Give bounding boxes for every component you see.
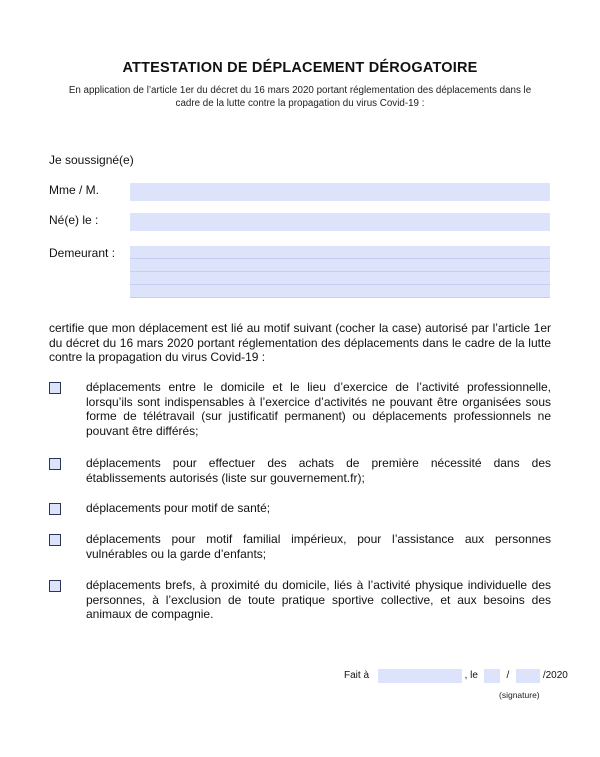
le-label: , le — [464, 670, 478, 681]
option-professional-text: déplacements entre le domicile et le lieu d’exercice de l’activité professionnelle, lorsqu’ils sont indispensables à l’exercice d’activités ne pouvant être organisées sous forme de télétravail (sur justificatif permanent) ou déplacements professionnels ne pouvant être différés; — [86, 380, 551, 438]
name-field[interactable] — [130, 183, 550, 201]
date-separator: / — [506, 670, 510, 681]
checkbox-purchases[interactable] — [49, 458, 61, 470]
document-subtitle: En application de l’article 1er du décret du 16 mars 2020 portant réglementation des déplacements dans le cadre de la lutte contre la propagation du virus Covid-19 : — [68, 85, 532, 109]
undersigned-label: Je soussigné(e) — [49, 153, 134, 167]
year-suffix: /2020 — [542, 670, 568, 681]
birth-date-field[interactable] — [130, 213, 550, 231]
address-field[interactable] — [130, 246, 550, 298]
signature-label: (signature) — [499, 690, 540, 700]
checkbox-health[interactable] — [49, 503, 61, 515]
checkbox-physical-activity[interactable] — [49, 580, 61, 592]
address-label: Demeurant : — [49, 246, 116, 260]
option-physical-activity-text: déplacements brefs, à proximité du domicile, liés à l’activité physique individuelle des personnes, à l’exclusion de toute pratique sportive collective, et aux besoins des animaux de compagnie. — [86, 578, 551, 621]
place-field[interactable] — [378, 669, 462, 683]
name-label: Mme / M. — [49, 183, 99, 197]
day-field[interactable] — [484, 669, 500, 683]
option-health-text: déplacements pour motif de santé; — [86, 501, 271, 515]
checkbox-professional[interactable] — [49, 382, 61, 394]
document-title: ATTESTATION DE DÉPLACEMENT DÉROGATOIRE — [122, 60, 478, 76]
place-date-line — [344, 669, 568, 683]
month-field[interactable] — [516, 669, 540, 683]
checkbox-family[interactable] — [49, 534, 61, 546]
option-family-text: déplacements pour motif familial impérieux, pour l’assistance aux personnes vulnérables ou la garde d’enfants; — [86, 532, 551, 561]
option-purchases-text: déplacements pour effectuer des achats de première nécessité dans des établissements autorisés (liste sur gouvernement.fr); — [86, 456, 551, 485]
fait-a-label: Fait à — [344, 670, 370, 681]
certify-paragraph: certifie que mon déplacement est lié au motif suivant (cocher la case) autorisé par l’article 1er du décret du 16 mars 2020 portant réglementation des déplacements dans le cadre de la lutte contre la propagation du virus Covid-19 : — [49, 321, 551, 364]
birth-date-label: Né(e) le : — [49, 213, 99, 227]
